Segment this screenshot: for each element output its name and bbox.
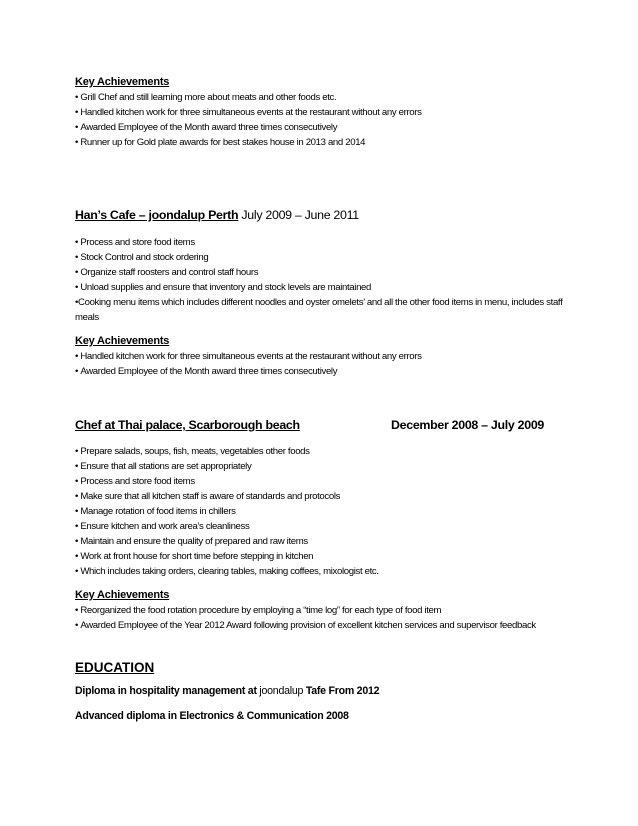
- duty-item: • Ensure kitchen and work area’s cleanliness: [75, 519, 575, 534]
- duty-item-long: •Cooking menu items which includes different noodles and oyster omelets’ and all the other food items in menu, includes staff meals: [75, 297, 563, 323]
- education-degree: Diploma in hospitality management at: [75, 685, 257, 697]
- job-thai-achievements: [75, 588, 575, 633]
- job-title-line: [75, 417, 575, 433]
- duty-item: • Ensure that all stations are set appropriately: [75, 459, 575, 474]
- achievement-item: • Awarded Employee of the Year 2012 Award following provision of excellent kitchen services and supervisor feedback: [75, 618, 565, 633]
- key-achievements-heading: Key Achievements: [75, 335, 170, 347]
- achievement-item: • Awarded Employee of the Month award three times consecutively: [75, 364, 575, 379]
- achievement-item: • Grill Chef and still learning more about meats and other foods etc.: [75, 90, 575, 105]
- education-section: [75, 659, 575, 677]
- job-dates: July 2009 – June 2011: [238, 208, 359, 222]
- job-title-line: [75, 207, 575, 223]
- duty-item: • Which includes taking orders, clearing tables, making coffees, mixologist etc.: [75, 564, 575, 579]
- achievement-item: • Handled kitchen work for three simultaneous events at the restaurant without any errors: [75, 349, 575, 364]
- duty-item: • Organize staff roosters and control staff hours: [75, 265, 575, 280]
- duty-item: • Prepare salads, soups, fish, meats, vegetables other foods: [75, 444, 575, 459]
- education-degree: Advanced diploma in Electronics & Communication 2008: [75, 710, 349, 722]
- achievement-item: • Handled kitchen work for three simultaneous events at the restaurant without any errors: [75, 105, 575, 120]
- duty-item: • Unload supplies and ensure that inventory and stock levels are maintained: [75, 280, 575, 295]
- achievement-item: • Runner up for Gold plate awards for best stakes house in 2013 and 2014: [75, 135, 575, 150]
- key-achievements-heading: Key Achievements: [75, 76, 170, 88]
- achievement-item: • Reorganized the food rotation procedure by employing a “time log” for each type of food item: [75, 603, 575, 618]
- job-title: Han’s Cafe – joondalup Perth: [75, 208, 239, 222]
- education-institution: Tafe From 2012: [305, 685, 380, 697]
- duty-item: • Work at front house for short time before stepping in kitchen: [75, 549, 575, 564]
- education-item-1: [75, 684, 575, 698]
- key-achievements-heading: Key Achievements: [75, 589, 170, 601]
- job-dates: December 2008 – July 2009: [391, 418, 545, 432]
- duty-item: • Make sure that all kitchen staff is aware of standards and protocols: [75, 489, 575, 504]
- duty-item: • Manage rotation of food items in chillers: [75, 504, 575, 519]
- job-hans-achievements: [75, 334, 575, 379]
- achievement-item: • Awarded Employee of the Month award three times consecutively: [75, 120, 575, 135]
- job-thai-duties: [75, 444, 575, 579]
- duty-item: • Process and store food items: [75, 474, 575, 489]
- job-hans-cafe: [75, 207, 575, 223]
- job-hans-duties: [75, 235, 575, 325]
- duty-item: • Process and store food items: [75, 235, 575, 250]
- job-title: Chef at Thai palace, Scarborough beach: [75, 418, 300, 432]
- education-location: joondalup: [256, 685, 306, 697]
- duty-item: • Stock Control and stock ordering: [75, 250, 575, 265]
- education-item-2: [75, 709, 575, 723]
- education-heading: EDUCATION: [75, 660, 155, 675]
- key-achievements-section-1: [75, 75, 575, 150]
- duty-item: • Maintain and ensure the quality of prepared and raw items: [75, 534, 575, 549]
- job-thai-palace: [75, 417, 575, 433]
